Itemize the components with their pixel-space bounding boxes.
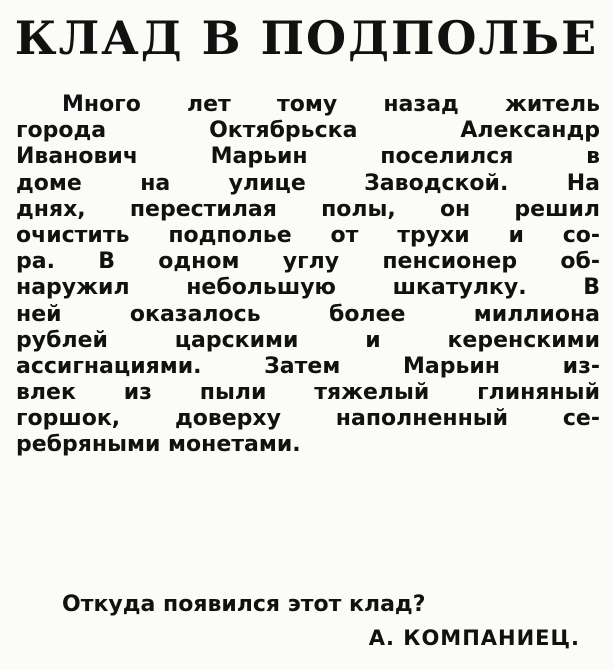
body-line: Иванович Марьин поселился в: [16, 144, 600, 170]
body-line: рублей царскими и керенскими: [16, 327, 600, 353]
body-line: Много лет тому назад житель: [62, 92, 600, 117]
body-line: горшок, доверху наполненный се-: [16, 406, 600, 432]
body-line: днях, перестилая полы, он решил: [16, 196, 600, 222]
body-line: ассигнациями. Затем Марьин из-: [16, 353, 600, 379]
closing-question: Откуда появился этот клад?: [62, 592, 426, 617]
body-line: доме на улице Заводской. На: [16, 170, 600, 196]
body-line: влек из пыли тяжелый глиняный: [16, 380, 600, 406]
article-body: [16, 92, 600, 459]
body-line: ней оказалось более миллиона: [16, 301, 600, 327]
body-line: ра. В одном углу пенсионер об-: [16, 249, 600, 275]
body-line: ребряными монетами.: [16, 432, 301, 458]
closing-paragraph: [16, 592, 600, 618]
body-line: наружил небольшую шкатулку. В: [16, 275, 600, 301]
author-signature: А. КОМПАНИЕЦ.: [368, 626, 580, 650]
body-line: очистить подполье от трухи и со-: [16, 222, 600, 248]
article-headline: КЛАД В ПОДПОЛЬЕ: [14, 11, 599, 65]
body-line: города Октябрьска Александр: [16, 118, 600, 144]
